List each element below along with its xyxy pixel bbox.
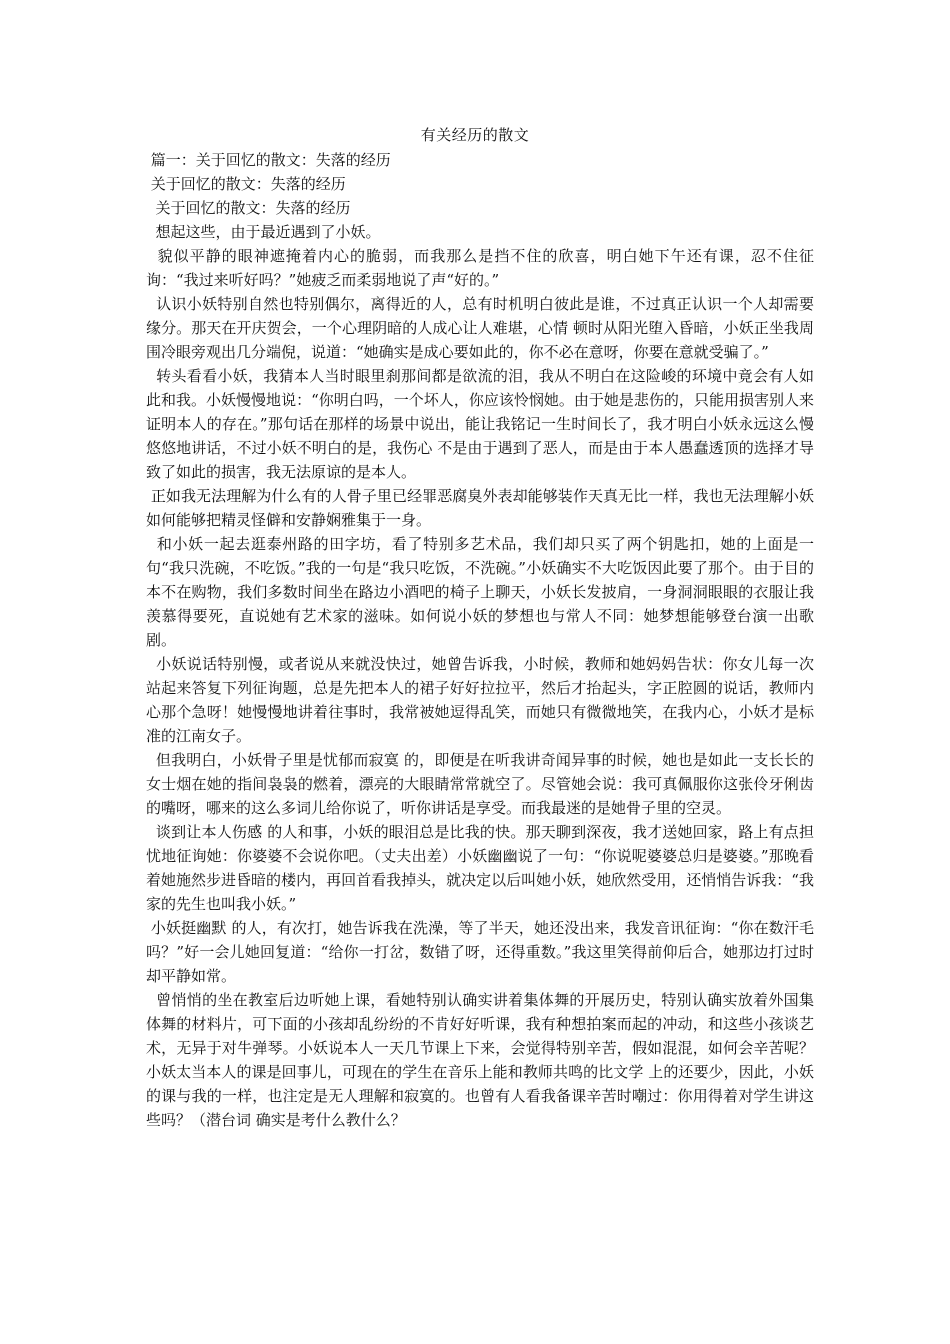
paragraph: 谈到让本人伤感 的人和事，小妖的眼泪总是比我的快。那天聊到深夜，我才送她回家，路上有点担忧地征询她：你婆婆不会说你吧。（丈夫出差）小妖幽幽说了一句：“你说呢婆婆总归是婆婆。”那晚看着她施然步进昏暗的楼内，再回首看我掉头，就决定以后叫她小妖，她欣然受用，还悄悄告诉我：“我家的先生也叫我小妖。” xyxy=(146,823,814,913)
document-title: 有关经历的散文 xyxy=(420,126,530,144)
document-body xyxy=(146,148,814,1132)
paragraph: 小妖挺幽默 的人，有次打，她告诉我在洗澡，等了半天，她还没出来，我发音讯征询：“你在数汗毛吗？”好一会儿她回复道：“给你一打岔，数错了呀，还得重数。”我这里笑得前仰后合，她那边打过时却平静如常。 xyxy=(146,919,814,985)
paragraph: 但我明白，小妖骨子里是忧郁而寂寞 的，即便是在听我讲奇闻异事的时候，她也是如此一支长长的女士烟在她的指间袅袅的燃着，漂亮的大眼睛常常就空了。尽管她会说：我可真佩服你这张伶牙俐齿的嘴呀，哪来的这么多词儿给你说了，听你讲话是享受。而我最迷的是她骨子里的空灵。 xyxy=(146,751,814,817)
subheading-line-1: 关于回忆的散文：失落的经历 xyxy=(146,175,346,193)
paragraph: 想起这些，由于最近遇到了小妖。 xyxy=(146,223,381,241)
paragraph: 曾悄悄的坐在教室后边听她上课，看她特别认确实讲着集体舞的开展历史，特别认确实放着外国集体舞的材料片，可下面的小孩却乱纷纷的不肯好好听课，我有种想拍案而起的冲动，和这些小孩谈艺术，无异于对牛弹琴。小妖说本人一天几节课上下来，会觉得特别辛苦，假如混混，如何会辛苦呢？小妖太当本人的课是回事儿，可现在的学生在音乐上能和教师共鸣的比文学 上的还要少，因此，小妖的课与我的一样，也注定是无人理解和寂寞的。也曾有人看我备课辛苦时嘲过：你用得着对学生讲这些吗？（潜台词 确实是考什么教什么？ xyxy=(146,991,814,1129)
paragraph: 认识小妖特别自然也特别偶尔，离得近的人，总有时机明白彼此是谁，不过真正认识一个人却需要缘分。那天在开庆贺会，一个心理阴暗的人成心让人难堪，心情 顿时从阳光堕入昏暗，小妖正坐我周围冷眼旁观出几分端倪，说道：“她确实是成心要如此的，你不必在意呀，你要在意就受骗了。” xyxy=(146,295,814,361)
paragraph: 和小妖一起去逛泰州路的田字坊，看了特别多艺术品，我们却只买了两个钥匙扣，她的上面是一句“我只洗碗，不吃饭。”我的一句是“我只吃饭，不洗碗。”小妖确实不大吃饭因此要了那个。由于目的本不在购物，我们多数时间坐在路边小酒吧的椅子上聊天，小妖长发披肩，一身洞洞眼眼的衣服让我羡慕得要死，直说她有艺术家的滋味。如何说小妖的梦想也与常人不同：她梦想能够登台演一出歌剧。 xyxy=(146,535,814,649)
paragraph: 转头看看小妖，我猜本人当时眼里刹那间都是欲流的泪，我从不明白在这险峻的环境中竟会有人如此和我。小妖慢慢地说：“你明白吗，一个坏人，你应该怜悯她。由于她是悲伤的，只能用损害别人来证明本人的存在。”那句话在那样的场景中说出，能让我铭记一生时间长了，我才明白小妖永远这么慢悠悠地讲话，不过小妖不明白的是，我伤心 不是由于遇到了恶人，而是由于本人愚蠢透顶的选择才导致了如此的损害，我无法原谅的是本人。 xyxy=(146,367,814,481)
paragraph: 小妖说话特别慢，或者说从来就没快过，她曾告诉我，小时候，教师和她妈妈告状：你女儿每一次站起来答复下列征询题，总是先把本人的裙子好好拉拉平，然后才抬起头，字正腔圆的说话，教师内心那个急呀！她慢慢地讲着往事时，我常被她逗得乱笑，而她只有微微地笑，在我内心，小妖才是标准的江南女子。 xyxy=(146,655,814,745)
heading-chapter-one: 篇一：关于回忆的散文：失落的经历 xyxy=(146,151,391,169)
paragraph: 正如我无法理解为什么有的人骨子里已经罪恶腐臭外表却能够装作天真无比一样，我也无法理解小妖如何能够把精灵怪僻和安静娴雅集于一身。 xyxy=(146,487,814,529)
subheading-line-2: 关于回忆的散文：失落的经历 xyxy=(146,199,351,217)
paragraph: 貌似平静的眼神遮掩着内心的脆弱，而我那么是挡不住的欣喜，明白她下午还有课，忍不住征询：“我过来听好吗？”她疲乏而柔弱地说了声“好的。” xyxy=(146,247,814,289)
